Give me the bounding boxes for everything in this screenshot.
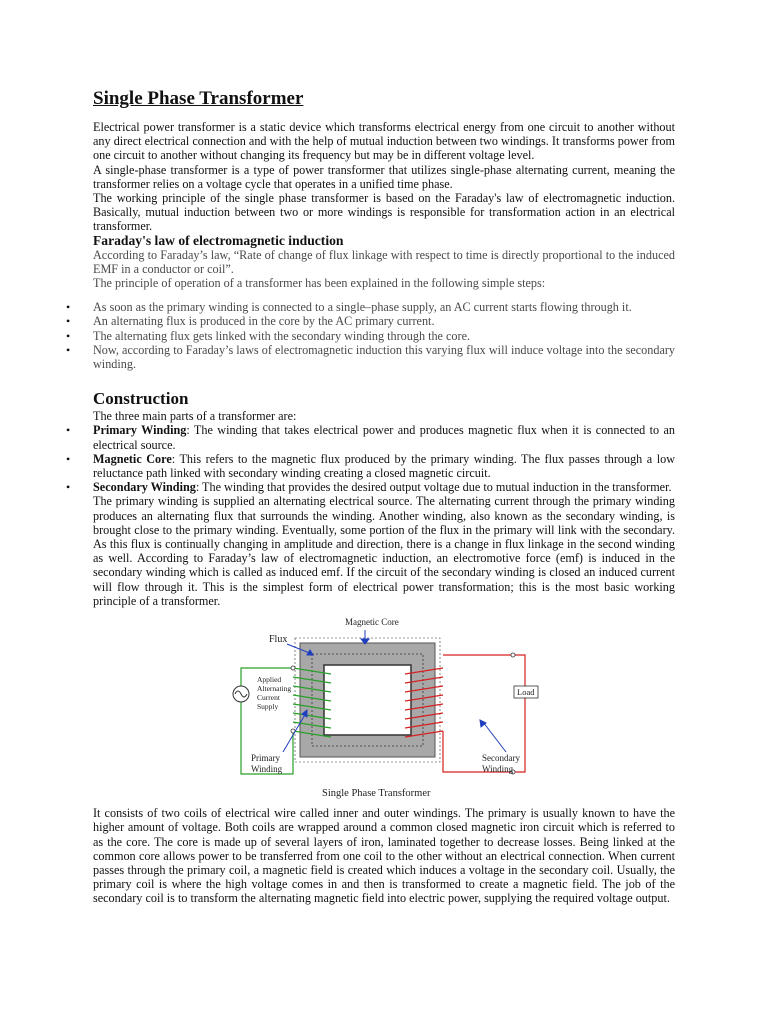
steps-intro: The principle of operation of a transformer has been explained in the following simple steps: [93,276,546,291]
part-desc: : The winding that takes electrical power and produces magnetic flux when it is connected to an electrical source. [93,423,676,452]
document-body [66,88,676,906]
step-text: As soon as the primary winding is connected to a single–phase supply, an AC current starts flowing through it. [93,300,632,315]
list-item [66,342,675,372]
part-desc: : This refers to the magnetic flux produced by the primary winding. The flux passes through a low reluctance path linked with secondary winding creating a closed magnetic circuit. [93,451,675,481]
step-text: The alternating flux gets linked with the secondary winding through the core. [93,328,471,343]
part-term: Secondary Winding [93,480,196,495]
bullet-icon: • [66,423,71,438]
primary-winding-label-1: Primary [251,753,280,764]
primary-winding-label-2: Winding [251,764,283,775]
list-item [66,480,675,495]
magnetic-core-label: Magnetic Core [345,617,399,628]
construction-heading: Construction [93,389,189,409]
part-term: Magnetic Core [93,451,172,466]
step-text: An alternating flux is produced in the core by the AC primary current. [93,314,435,329]
figure-caption: Single Phase Transformer [322,788,431,800]
core-window [324,665,411,735]
supply-label-1: Applied [257,675,282,685]
supply-label-3: Current [257,693,280,703]
transformer-parts-list [66,423,676,495]
secondary-pointer-arrow [483,722,506,752]
bullet-icon: • [66,480,71,495]
bullet-icon: • [66,342,71,357]
supply-label-4: Supply [257,702,279,712]
faraday-heading: Faraday's law of electromagnetic induction [93,232,344,248]
bullet-icon: • [66,328,71,343]
list-item [66,451,675,481]
list-item [66,423,676,452]
parts-intro: The three main parts of a transformer are: [93,409,297,424]
bullet-icon: • [66,300,71,315]
list-item [66,314,675,329]
bullet-icon: • [66,451,71,466]
bullet-icon: • [66,314,71,329]
list-item [66,328,675,343]
faraday-law-text: According to Faraday’s law, “Rate of change of flux linkage with respect to time is directly proportional to the induced EMF in a conductor or coil”. [93,247,675,276]
construction-explanation: The primary winding is supplied an alternating electrical source. The alternating current through the primary winding produces an alternating flux that surrounds the winding. Another winding, also known as the secondary winding, is brought close to the primary winding. Eventually, some portion of the flux in the primary will link with the secondary. As this flux is continually changing in amplitude and direction, there is a change in flux linkage in the second winding as well. According to Faraday’s law of electromagnetic induction, an electromotive force (emf) is induced in the secondary winding which is called as induced emf. If the circuit of the secondary winding is closed an induced current will flow through it. This is the simplest form of electrical power transformation; this is the most basic working principle of a transformer. [93,494,675,608]
page-title: Single Phase Transformer [93,88,304,109]
load-label: Load [517,687,535,698]
part-term: Primary Winding [93,423,187,438]
intro-paragraph-3: The working principle of the single phase transformer is based on the Faraday's law of electromagnetic induction. Basically, mutual induction between two or more windings is responsible for transformation action in an electrical transformer. [93,191,675,234]
part-desc: : The winding that provides the desired output voltage due to mutual induction in the transformer. [195,480,672,495]
supply-label-2: Alternating [257,684,292,694]
list-item [66,300,675,315]
closing-paragraph: It consists of two coils of electrical wire called inner and outer windings. The primary is usually known to have the higher amount of voltage. Both coils are wrapped around a common closed magnetic iron circuit which is referred to as the core. The core is made up of several layers of iron, laminated together to decrease losses. Being linked at the common core allows power to be transferred from one coil to the other without an electrical connection. When current passes through the primary coil, a magnetic field is created which induces a voltage in the secondary coil. Usually, the primary coil is where the high voltage comes in and then is transformed to create a magnetic field. The job of the secondary coil is to transform the alternating magnetic field into electric power, supplying the required voltage output. [93,806,675,906]
secondary-winding-label-1: Secondary [482,753,520,764]
secondary-winding-label-2: Winding [482,764,514,775]
intro-paragraph-2: A single-phase transformer is a type of power transformer that utilizes single-phase alternating current, meaning the transformer relies on a voltage cycle that operates in a unified time phase. [93,162,675,191]
transformer-diagram [93,610,675,806]
flux-label: Flux [269,634,288,646]
intro-paragraph-1: Electrical power transformer is a static device which transforms electrical energy from one circuit to another without any direct electrical connection and with the help of mutual induction between two windings. It transforms power from one circuit to another without changing its frequency but may be in different voltage level. [93,120,675,163]
step-text: Now, according to Faraday’s laws of electromagnetic induction this varying flux will induce voltage into the secondary winding. [93,342,675,372]
operation-steps-list [66,300,675,372]
